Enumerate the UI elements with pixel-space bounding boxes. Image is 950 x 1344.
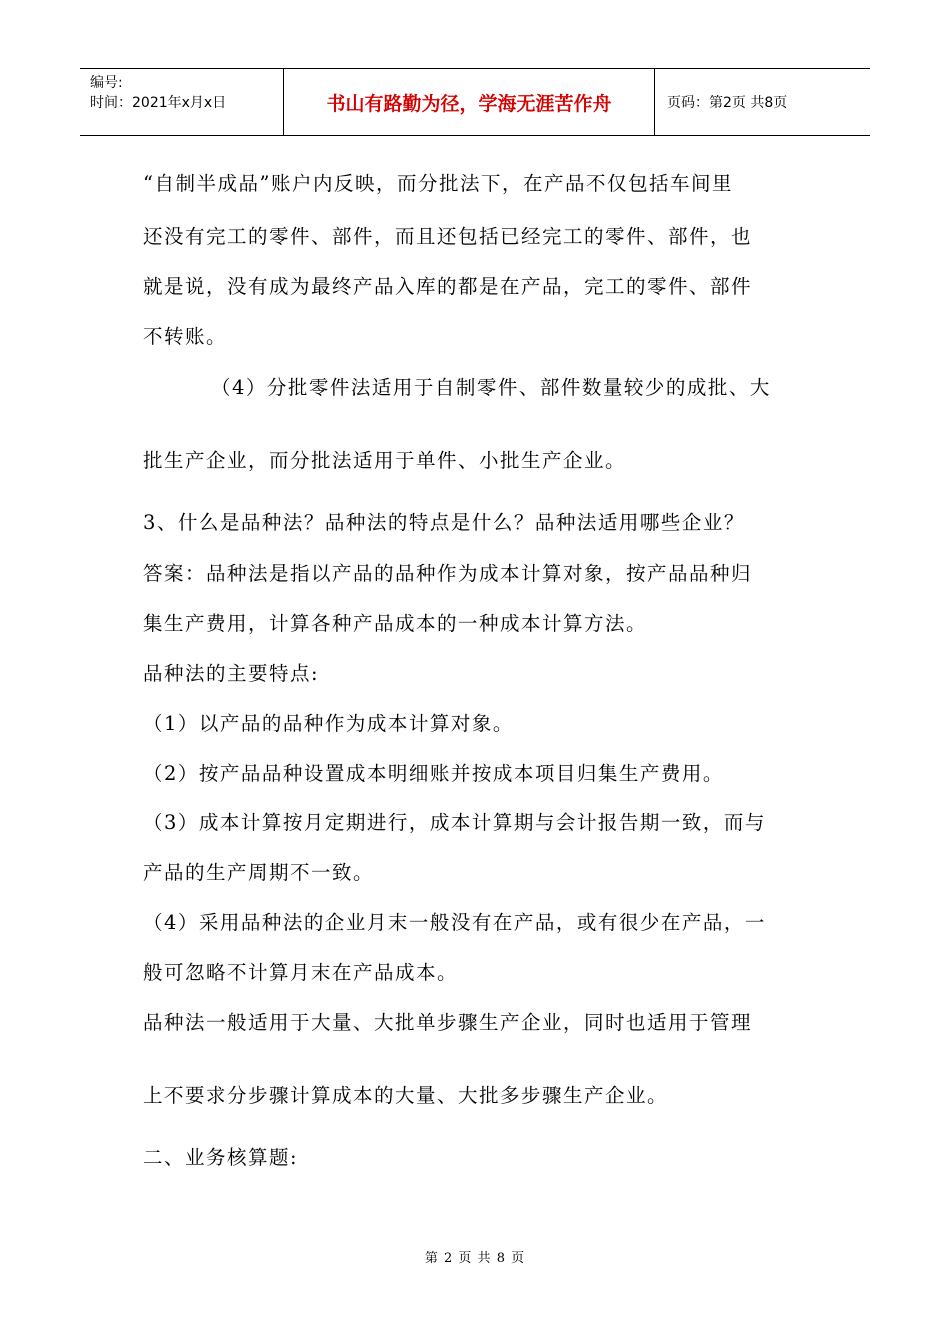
body-line: 批生产企业，而分批法适用于单件、小批生产企业。 <box>143 449 627 472</box>
question-heading: 3、什么是品种法？品种法的特点是什么？品种法适用哪些企业？ <box>143 511 745 534</box>
header-motto: 书山有路勤为径，学海无涯苦作舟 <box>283 69 655 135</box>
body-line: （4）分批零件法适用于自制零件、部件数量较少的成批、大 <box>211 376 771 399</box>
feature-item: （3）成本计算按月定期进行，成本计算期与会计报告期一致，而与 <box>143 811 766 834</box>
feature-item: （4）采用品种法的企业月末一般没有在产品，或有很少在产品，一 <box>143 911 766 934</box>
body-line: 品种法一般适用于大量、大批单步骤生产企业，同时也适用于管理 <box>143 1011 753 1034</box>
body-line: 上不要求分步骤计算成本的大量、大批多步骤生产企业。 <box>143 1084 669 1107</box>
header-page-number: 页码：第2页 共8页 <box>667 95 788 111</box>
body-line: 不转账。 <box>143 325 228 348</box>
body-line: 就是说，没有成为最终产品入库的都是在产品，完工的零件、部件 <box>143 275 753 298</box>
header-meta <box>80 69 283 135</box>
body-line: “自制半成品”账户内反映，而分批法下，在产品不仅包括车间里 <box>143 172 733 195</box>
features-heading: 品种法的主要特点: <box>143 662 320 685</box>
document-date-label: 时间：2021年x月x日 <box>90 95 227 111</box>
section-heading: 二、业务核算题: <box>143 1146 299 1169</box>
feature-item: 般可忽略不计算月末在产品成本。 <box>143 961 459 984</box>
answer-line: 集生产费用，计算各种产品成本的一种成本计算方法。 <box>143 612 648 635</box>
feature-item: （2）按产品品种设置成本明细账并按成本项目归集生产费用。 <box>143 762 724 785</box>
page-header <box>80 68 870 136</box>
body-line: 还没有完工的零件、部件，而且还包括已经完工的零件、部件，也 <box>143 225 753 248</box>
page-footer: 第 2 页 共 8 页 <box>424 1251 526 1266</box>
feature-item: 产品的生产周期不一致。 <box>143 861 375 884</box>
document-number-label: 编号: <box>90 75 123 91</box>
feature-item: （1）以产品的品种作为成本计算对象。 <box>143 712 514 735</box>
answer-line: 答案：品种法是指以产品的品种作为成本计算对象，按产品品种归 <box>143 562 753 585</box>
